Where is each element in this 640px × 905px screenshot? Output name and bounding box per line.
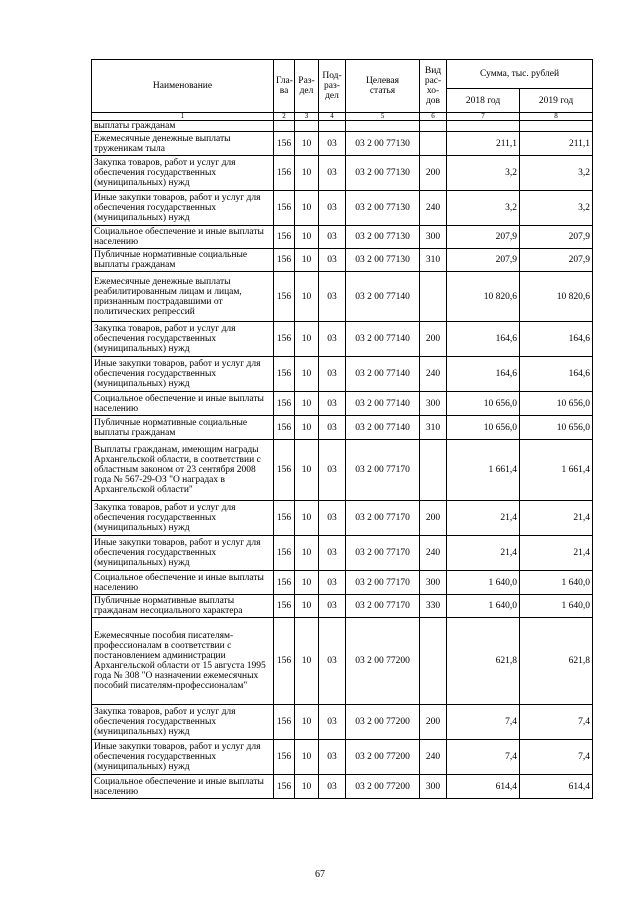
cell-expense-type: 200 xyxy=(420,705,447,740)
column-number: 5 xyxy=(346,113,420,121)
cell-target-article: 03 2 00 77140 xyxy=(346,322,420,357)
cell-amount-2018: 10 820,6 xyxy=(447,272,520,322)
cell-subsection: 03 xyxy=(319,357,346,392)
column-number: 2 xyxy=(274,113,295,121)
table-row xyxy=(92,226,593,249)
header-chapter-label: Гла- ва xyxy=(276,76,293,96)
cell-target-article: 03 2 00 77140 xyxy=(346,357,420,392)
cell-subsection: 03 xyxy=(319,595,346,618)
cell-chapter: 156 xyxy=(274,501,295,536)
cell-subsection: 03 xyxy=(319,226,346,249)
cell-expense-type: 300 xyxy=(420,775,447,799)
cell-section: 10 xyxy=(295,705,319,740)
cell-name: Закупка товаров, работ и услуг для обеспечения государственных (муниципальных) нужд xyxy=(92,322,274,357)
cell-section: 10 xyxy=(295,191,319,226)
cell-target-article: 03 2 00 77200 xyxy=(346,740,420,775)
cell-amount-2019: 21,4 xyxy=(520,536,593,571)
header-expense-type-label: Вид рас- хо- дов xyxy=(424,66,442,106)
cell-subsection: 03 xyxy=(319,272,346,322)
table-header xyxy=(92,60,593,121)
cell-section: 10 xyxy=(295,440,319,501)
cell-name: выплаты гражданам xyxy=(92,121,274,132)
cell-amount-2018: 21,4 xyxy=(447,501,520,536)
cell-amount-2019: 621,8 xyxy=(520,618,593,705)
cell-target-article: 03 2 00 77170 xyxy=(346,536,420,571)
table-row xyxy=(92,440,593,501)
table-row xyxy=(92,156,593,191)
cell-chapter: 156 xyxy=(274,357,295,392)
cell-amount-2019: 3,2 xyxy=(520,191,593,226)
cell-name: Публичные нормативные социальные выплаты гражданам xyxy=(92,416,274,440)
cell-chapter: 156 xyxy=(274,392,295,416)
table-row xyxy=(92,775,593,799)
table-row xyxy=(92,191,593,226)
cell-amount-2019: 10 656,0 xyxy=(520,392,593,416)
table-row xyxy=(92,571,593,595)
table-row xyxy=(92,740,593,775)
cell-name: Публичные нормативные социальные выплаты гражданам xyxy=(92,249,274,272)
cell-name: Закупка товаров, работ и услуг для обеспечения государственных (муниципальных) нужд xyxy=(92,501,274,536)
cell-name: Выплаты гражданам, имеющим награды Архангельской области, в соответствии с областным законом от 23 сентября 2008 года № 567-29-ОЗ "О наградах в Архангельской области" xyxy=(92,440,274,501)
cell-expense-type: 310 xyxy=(420,416,447,440)
cell-expense-type: 240 xyxy=(420,357,447,392)
header-year-2018: 2018 год xyxy=(447,89,520,113)
cell-target-article: 03 2 00 77170 xyxy=(346,440,420,501)
cell-section: 10 xyxy=(295,618,319,705)
table-body xyxy=(92,121,593,799)
header-subsection-label: Под- раз- дел xyxy=(322,71,342,101)
cell-section: 10 xyxy=(295,322,319,357)
header-subsection xyxy=(319,60,346,113)
cell-amount-2018: 7,4 xyxy=(447,705,520,740)
cell-target-article xyxy=(346,121,420,132)
cell-chapter: 156 xyxy=(274,595,295,618)
header-amount: Сумма, тыс. рублей xyxy=(447,60,593,89)
column-number: 1 xyxy=(92,113,274,121)
cell-target-article: 03 2 00 77170 xyxy=(346,501,420,536)
cell-name: Иные закупки товаров, работ и услуг для обеспечения государственных (муниципальных) нужд xyxy=(92,536,274,571)
cell-subsection: 03 xyxy=(319,618,346,705)
cell-chapter: 156 xyxy=(274,571,295,595)
cell-chapter: 156 xyxy=(274,775,295,799)
cell-expense-type xyxy=(420,618,447,705)
cell-chapter: 156 xyxy=(274,156,295,191)
cell-name: Иные закупки товаров, работ и услуг для обеспечения государственных (муниципальных) нужд xyxy=(92,357,274,392)
budget-table xyxy=(91,59,593,799)
cell-target-article: 03 2 00 77130 xyxy=(346,132,420,156)
header-target-article-label: Целевая статья xyxy=(366,76,399,96)
table-row xyxy=(92,501,593,536)
table-row xyxy=(92,249,593,272)
cell-chapter: 156 xyxy=(274,226,295,249)
cell-amount-2018: 614,4 xyxy=(447,775,520,799)
cell-amount-2018: 621,8 xyxy=(447,618,520,705)
cell-amount-2019: 614,4 xyxy=(520,775,593,799)
cell-target-article: 03 2 00 77170 xyxy=(346,571,420,595)
cell-section: 10 xyxy=(295,740,319,775)
table-row xyxy=(92,416,593,440)
cell-amount-2018: 207,9 xyxy=(447,226,520,249)
cell-amount-2018: 211,1 xyxy=(447,132,520,156)
cell-name: Социальное обеспечение и иные выплаты населению xyxy=(92,392,274,416)
cell-subsection: 03 xyxy=(319,191,346,226)
cell-expense-type xyxy=(420,132,447,156)
cell-chapter: 156 xyxy=(274,416,295,440)
cell-expense-type: 310 xyxy=(420,249,447,272)
header-expense-type xyxy=(420,60,447,113)
cell-expense-type: 330 xyxy=(420,595,447,618)
cell-amount-2018: 1 640,0 xyxy=(447,571,520,595)
cell-chapter: 156 xyxy=(274,132,295,156)
cell-amount-2019: 1 640,0 xyxy=(520,571,593,595)
table-row xyxy=(92,132,593,156)
header-name: Наименование xyxy=(92,60,274,113)
cell-name: Социальное обеспечение и иные выплаты населению xyxy=(92,571,274,595)
cell-amount-2018: 1 661,4 xyxy=(447,440,520,501)
cell-amount-2019: 1 661,4 xyxy=(520,440,593,501)
cell-section: 10 xyxy=(295,357,319,392)
cell-amount-2018: 21,4 xyxy=(447,536,520,571)
cell-target-article: 03 2 00 77130 xyxy=(346,249,420,272)
cell-subsection: 03 xyxy=(319,322,346,357)
cell-subsection: 03 xyxy=(319,249,346,272)
cell-amount-2019: 211,1 xyxy=(520,132,593,156)
cell-chapter xyxy=(274,121,295,132)
cell-subsection: 03 xyxy=(319,440,346,501)
cell-name: Иные закупки товаров, работ и услуг для обеспечения государственных (муниципальных) нужд xyxy=(92,191,274,226)
column-number: 6 xyxy=(420,113,447,121)
column-number: 3 xyxy=(295,113,319,121)
header-section-label: Раз- дел xyxy=(298,76,315,96)
cell-subsection: 03 xyxy=(319,132,346,156)
cell-section: 10 xyxy=(295,392,319,416)
cell-target-article: 03 2 00 77130 xyxy=(346,226,420,249)
cell-expense-type xyxy=(420,121,447,132)
column-number: 8 xyxy=(520,113,593,121)
page-number: 67 xyxy=(315,869,325,880)
table-row xyxy=(92,272,593,322)
cell-amount-2019: 7,4 xyxy=(520,705,593,740)
cell-target-article: 03 2 00 77140 xyxy=(346,272,420,322)
cell-chapter: 156 xyxy=(274,740,295,775)
cell-target-article: 03 2 00 77170 xyxy=(346,595,420,618)
column-number: 7 xyxy=(447,113,520,121)
cell-expense-type: 200 xyxy=(420,322,447,357)
cell-chapter: 156 xyxy=(274,249,295,272)
cell-amount-2019: 3,2 xyxy=(520,156,593,191)
cell-section: 10 xyxy=(295,249,319,272)
table-row xyxy=(92,536,593,571)
cell-amount-2019: 207,9 xyxy=(520,226,593,249)
cell-section: 10 xyxy=(295,132,319,156)
cell-expense-type: 300 xyxy=(420,571,447,595)
cell-amount-2019: 164,6 xyxy=(520,357,593,392)
cell-target-article: 03 2 00 77200 xyxy=(346,775,420,799)
cell-expense-type: 240 xyxy=(420,740,447,775)
cell-amount-2018: 1 640,0 xyxy=(447,595,520,618)
cell-amount-2019: 1 640,0 xyxy=(520,595,593,618)
cell-subsection: 03 xyxy=(319,536,346,571)
cell-name: Публичные нормативные выплаты гражданам несоциального характера xyxy=(92,595,274,618)
cell-chapter: 156 xyxy=(274,322,295,357)
cell-amount-2018: 164,6 xyxy=(447,357,520,392)
cell-section: 10 xyxy=(295,416,319,440)
cell-section xyxy=(295,121,319,132)
cell-subsection: 03 xyxy=(319,416,346,440)
table-row xyxy=(92,322,593,357)
cell-section: 10 xyxy=(295,775,319,799)
cell-name: Закупка товаров, работ и услуг для обеспечения государственных (муниципальных) нужд xyxy=(92,156,274,191)
table-row xyxy=(92,357,593,392)
cell-expense-type: 200 xyxy=(420,501,447,536)
cell-target-article: 03 2 00 77130 xyxy=(346,156,420,191)
cell-chapter: 156 xyxy=(274,536,295,571)
cell-amount-2018: 207,9 xyxy=(447,249,520,272)
cell-target-article: 03 2 00 77200 xyxy=(346,705,420,740)
table-row xyxy=(92,595,593,618)
table-row xyxy=(92,618,593,705)
column-number-row xyxy=(92,113,593,121)
cell-chapter: 156 xyxy=(274,618,295,705)
cell-expense-type: 300 xyxy=(420,226,447,249)
cell-amount-2018: 10 656,0 xyxy=(447,416,520,440)
cell-amount-2018: 10 656,0 xyxy=(447,392,520,416)
cell-name: Ежемесячные денежные выплаты труженикам тыла xyxy=(92,132,274,156)
cell-subsection: 03 xyxy=(319,740,346,775)
cell-subsection: 03 xyxy=(319,156,346,191)
cell-chapter: 156 xyxy=(274,440,295,501)
cell-subsection: 03 xyxy=(319,775,346,799)
cell-expense-type: 240 xyxy=(420,536,447,571)
cell-target-article: 03 2 00 77130 xyxy=(346,191,420,226)
cell-subsection: 03 xyxy=(319,392,346,416)
cell-expense-type: 240 xyxy=(420,191,447,226)
cell-chapter: 156 xyxy=(274,272,295,322)
header-section xyxy=(295,60,319,113)
cell-chapter: 156 xyxy=(274,191,295,226)
cell-amount-2019: 7,4 xyxy=(520,740,593,775)
table-row xyxy=(92,121,593,132)
cell-section: 10 xyxy=(295,272,319,322)
header-target-article xyxy=(346,60,420,113)
cell-amount-2019: 10 656,0 xyxy=(520,416,593,440)
cell-target-article: 03 2 00 77140 xyxy=(346,416,420,440)
cell-subsection xyxy=(319,121,346,132)
cell-amount-2019: 10 820,6 xyxy=(520,272,593,322)
cell-expense-type xyxy=(420,440,447,501)
cell-amount-2018: 3,2 xyxy=(447,191,520,226)
column-number: 4 xyxy=(319,113,346,121)
cell-amount-2019: 164,6 xyxy=(520,322,593,357)
cell-section: 10 xyxy=(295,536,319,571)
cell-amount-2019: 21,4 xyxy=(520,501,593,536)
cell-amount-2018: 164,6 xyxy=(447,322,520,357)
cell-section: 10 xyxy=(295,571,319,595)
cell-name: Ежемесячные пособия писателям-профессионалам в соответствии с постановлением администрации Архангельской области от 15 августа 1995 года № 308 "О назначении ежемесячных пособий писателям-профессионалам" xyxy=(92,618,274,705)
cell-subsection: 03 xyxy=(319,501,346,536)
table-row xyxy=(92,392,593,416)
cell-amount-2018: 7,4 xyxy=(447,740,520,775)
cell-name: Социальное обеспечение и иные выплаты населению xyxy=(92,226,274,249)
cell-section: 10 xyxy=(295,226,319,249)
cell-expense-type xyxy=(420,272,447,322)
cell-name: Ежемесячные денежные выплаты реабилитированным лицам и лицам, признанным пострадавшими от политических репрессий xyxy=(92,272,274,322)
cell-target-article: 03 2 00 77200 xyxy=(346,618,420,705)
cell-section: 10 xyxy=(295,501,319,536)
cell-expense-type: 200 xyxy=(420,156,447,191)
cell-chapter: 156 xyxy=(274,705,295,740)
header-chapter xyxy=(274,60,295,113)
table-row xyxy=(92,705,593,740)
cell-name: Социальное обеспечение и иные выплаты населению xyxy=(92,775,274,799)
cell-subsection: 03 xyxy=(319,705,346,740)
cell-amount-2018 xyxy=(447,121,520,132)
cell-section: 10 xyxy=(295,156,319,191)
header-year-2019: 2019 год xyxy=(520,89,593,113)
cell-amount-2018: 3,2 xyxy=(447,156,520,191)
cell-name: Иные закупки товаров, работ и услуг для обеспечения государственных (муниципальных) нужд xyxy=(92,740,274,775)
cell-subsection: 03 xyxy=(319,571,346,595)
cell-amount-2019 xyxy=(520,121,593,132)
cell-section: 10 xyxy=(295,595,319,618)
cell-target-article: 03 2 00 77140 xyxy=(346,392,420,416)
cell-expense-type: 300 xyxy=(420,392,447,416)
cell-name: Закупка товаров, работ и услуг для обеспечения государственных (муниципальных) нужд xyxy=(92,705,274,740)
cell-amount-2019: 207,9 xyxy=(520,249,593,272)
